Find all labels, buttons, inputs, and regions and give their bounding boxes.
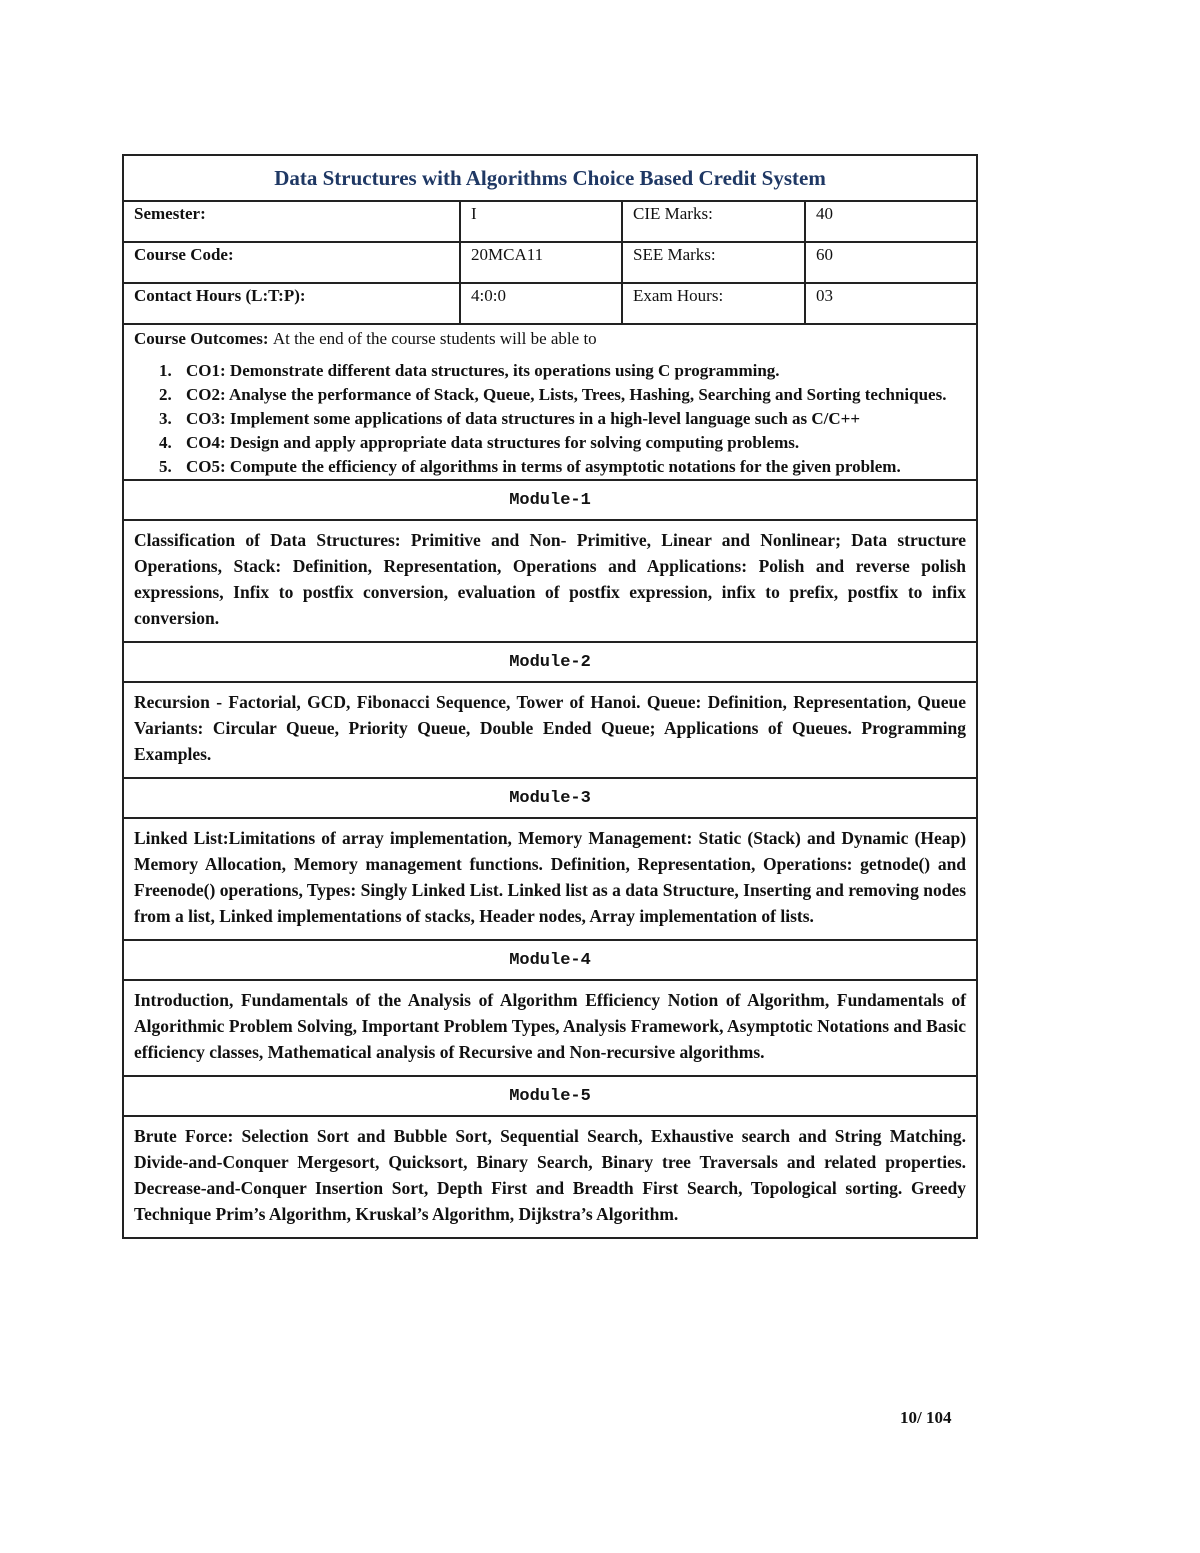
outcomes-list (134, 359, 966, 479)
syllabus-table (122, 154, 978, 1239)
module-4-heading: Module-4 (123, 940, 977, 980)
outcome-item: 3. CO3: Implement some applications of data structures in a high-level language such as C/C++ (176, 407, 966, 431)
contact-hours-value: 4:0:0 (460, 283, 622, 324)
contact-hours-label: Contact Hours (L:T:P): (123, 283, 460, 324)
course-code-label: Course Code: (123, 242, 460, 283)
syllabus-sheet (122, 154, 976, 1239)
outcomes-heading: Course Outcomes: (134, 329, 269, 348)
semester-value: I (460, 201, 622, 242)
exam-hours-label: Exam Hours: (622, 283, 805, 324)
module-5-heading: Module-5 (123, 1076, 977, 1116)
cie-marks-value: 40 (805, 201, 977, 242)
module-2-content: Recursion - Factorial, GCD, Fibonacci Sequence, Tower of Hanoi. Queue: Definition, Representation, Queue Variants: Circular Queue, Priority Queue, Double Ended Queue; Applications of Queues. Programming Examples. (123, 682, 977, 778)
module-5-content: Brute Force: Selection Sort and Bubble Sort, Sequential Search, Exhaustive search and String Matching. Divide-and-Conquer Mergesort, Quicksort, Binary Search, Binary tree Traversals and related properties. Decrease-and-Conquer Insertion Sort, Depth First and Breadth First Search, Topological sorting. Greedy Technique Prim’s Algorithm, Kruskal’s Algorithm, Dijkstra’s Algorithm. (123, 1116, 977, 1238)
course-code-value: 20MCA11 (460, 242, 622, 283)
outcomes-intro (134, 329, 966, 349)
info-row-semester (123, 201, 977, 242)
info-row-course-code (123, 242, 977, 283)
module-3-content: Linked List:Limitations of array implementation, Memory Management: Static (Stack) and Dynamic (Heap) Memory Allocation, Memory management functions. Definition, Representation, Operations: getnode() and Freenode() operations, Types: Singly Linked List. Linked list as a data Structure, Inserting and removing nodes from a list, Linked implementations of stacks, Header nodes, Array implementation of lists. (123, 818, 977, 940)
cie-marks-label: CIE Marks: (622, 201, 805, 242)
outcome-item: 5. CO5: Compute the efficiency of algorithms in terms of asymptotic notations for the given problem. (176, 455, 966, 479)
page-number: 10/ 104 (900, 1408, 952, 1427)
semester-label: Semester: (123, 201, 460, 242)
course-title: Data Structures with Algorithms Choice Based Credit System (123, 155, 977, 201)
see-marks-label: SEE Marks: (622, 242, 805, 283)
module-3-heading: Module-3 (123, 778, 977, 818)
module-1-heading: Module-1 (123, 480, 977, 520)
outcome-item: 4. CO4: Design and apply appropriate data structures for solving computing problems. (176, 431, 966, 455)
module-4-content: Introduction, Fundamentals of the Analysis of Algorithm Efficiency Notion of Algorithm, Fundamentals of Algorithmic Problem Solving, Important Problem Types, Analysis Framework, Asymptotic Notations and Basic efficiency classes, Mathematical analysis of Recursive and Non-recursive algorithms. (123, 980, 977, 1076)
outcome-item: 1. CO1: Demonstrate different data structures, its operations using C programming. (176, 359, 966, 383)
exam-hours-value: 03 (805, 283, 977, 324)
module-1-content: Classification of Data Structures: Primitive and Non- Primitive, Linear and Nonlinear; Data structure Operations, Stack: Definition, Representation, Operations and Applications: Polish and reverse polish expressions, Infix to postfix conversion, evaluation of postfix expression, infix to prefix, postfix to infix conversion. (123, 520, 977, 642)
module-2-heading: Module-2 (123, 642, 977, 682)
see-marks-value: 60 (805, 242, 977, 283)
course-outcomes (123, 324, 977, 480)
outcomes-intro-text: At the end of the course students will be able to (272, 329, 597, 348)
outcome-item: 2. CO2: Analyse the performance of Stack, Queue, Lists, Trees, Hashing, Searching and Sorting techniques. (176, 383, 966, 407)
info-row-contact-hours (123, 283, 977, 324)
